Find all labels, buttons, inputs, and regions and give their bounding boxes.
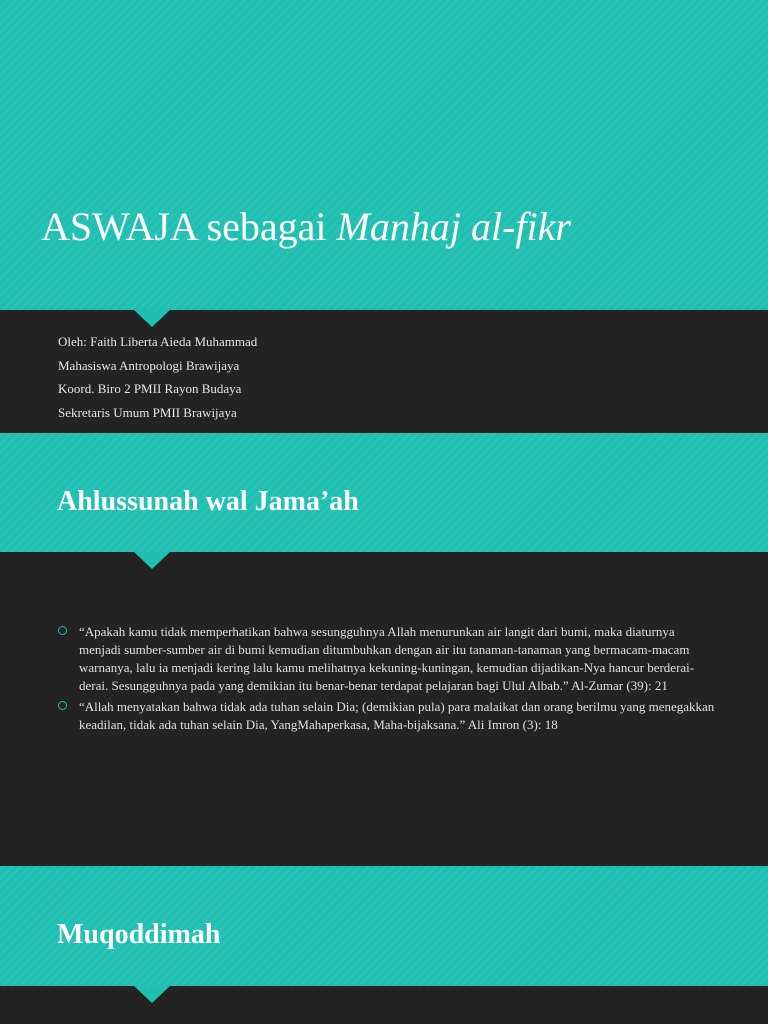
list-item xyxy=(58,698,716,734)
bullet-text: “Allah menyatakan bahwa tidak ada tuhan selain Dia; (demikian pula) para malaikat dan orang berilmu yang menegakkan keadilan, tidak ada tuhan selain Dia, YangMahaperkasa, Maha-bijaksana.” Ali Imron (3): 18 xyxy=(79,699,715,732)
author-info xyxy=(58,330,257,424)
author-line: Sekretaris Umum PMII Brawijaya xyxy=(58,404,237,420)
slide3-content-band xyxy=(0,986,768,1024)
author-line: Koord. Biro 2 PMII Rayon Budaya xyxy=(58,381,242,396)
bullet-text: “Apakah kamu tidak memperhatikan bahwa sesungguhnya Allah menurunkan air langit dari bumi, maka diaturnya menjadi sumber-sumber air di bumi kemudian ditumbuhkan dengan air itu tanaman-tanaman yang bermacam-macam warnanya, lalu ia menjadi kering lalu kamu melihatnya kekuning-kuningan, kemudian dijadikan-Nya hancur berderai-derai. Sesungguhnya pada yang demikian itu benar-benar terdapat pelajaran bagi Ulul Albab.” Al-Zumar (39): 21 xyxy=(79,624,695,693)
slide1-notch xyxy=(134,310,170,327)
author-line: Oleh: Faith Liberta Aieda Muhammad xyxy=(58,334,258,349)
list-item xyxy=(58,623,716,695)
slide3-notch xyxy=(134,986,170,1003)
author-line: Mahasiswa Antropologi Brawijaya xyxy=(58,357,240,373)
slide1-title xyxy=(41,203,571,251)
slide2-bullet-list xyxy=(58,623,716,737)
circle-bullet-icon xyxy=(58,626,67,635)
title-plain: ASWAJA sebagai xyxy=(41,204,337,249)
slide3-title: Muqoddimah xyxy=(57,919,221,950)
slide2-title: Ahlussunah wal Jama’ah xyxy=(57,486,359,517)
slide1-title-band xyxy=(0,0,768,310)
title-italic: Manhaj al-fikr xyxy=(336,204,571,249)
slide2-notch xyxy=(134,552,170,569)
circle-bullet-icon xyxy=(58,701,67,710)
